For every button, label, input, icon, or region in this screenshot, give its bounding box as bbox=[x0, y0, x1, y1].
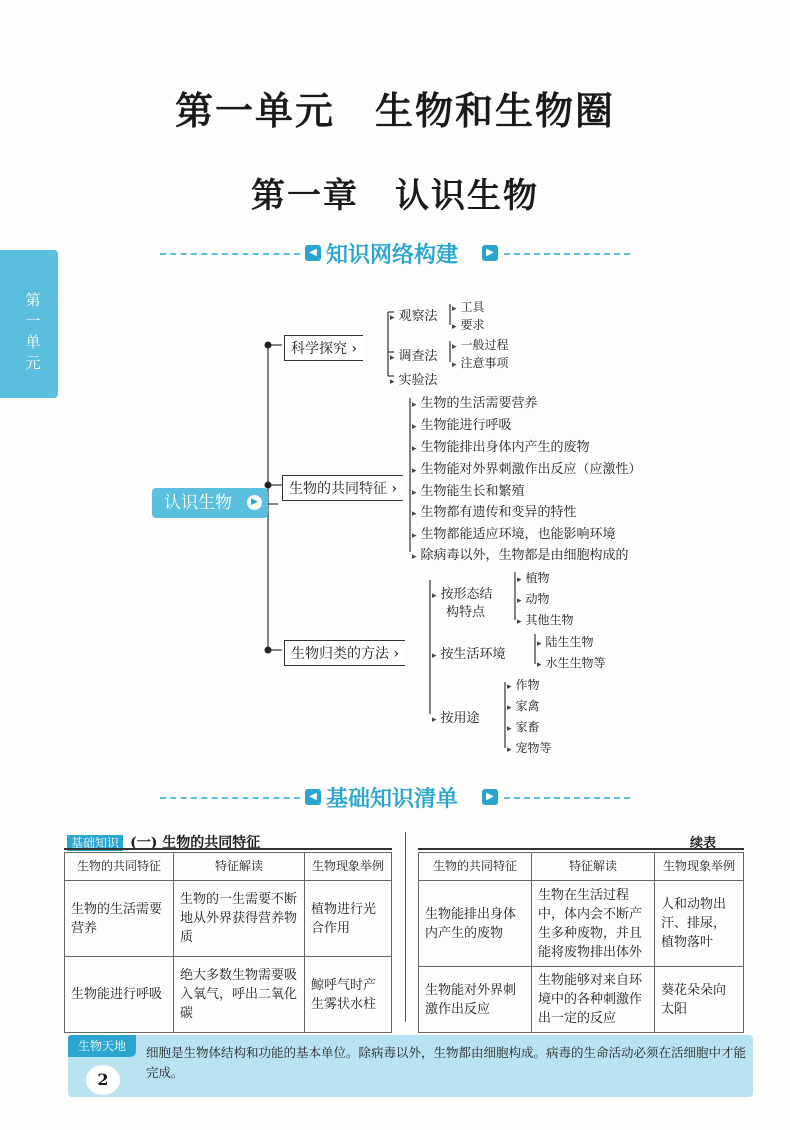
group-morphology: ▸ 按形态结 bbox=[432, 583, 493, 602]
feature-item: ▸ 生物能对外界刺激作出反应（应激性） bbox=[412, 458, 642, 477]
feature-item: ▸ 生物能进行呼吸 bbox=[412, 414, 512, 433]
group-usage: ▸ 按用途 bbox=[432, 707, 480, 726]
right-arrow-icon: ▶ bbox=[482, 245, 498, 261]
right-arrow-icon: ▶ bbox=[482, 789, 498, 805]
play-icon: ▶ bbox=[247, 495, 262, 510]
table-header: 特征解读 bbox=[532, 853, 655, 881]
feature-item: ▸ 除病毒以外，生物都是由细胞构成的 bbox=[412, 544, 629, 563]
sub-plants: ▸ 植物 bbox=[517, 569, 550, 586]
sub-notes: ▸ 注意事项 bbox=[452, 354, 509, 371]
table-cell: 生物能排出身体内产生的废物 bbox=[419, 881, 532, 967]
table-cell: 人和动物出汗、排尿，植物落叶 bbox=[655, 881, 744, 967]
table-header: 生物现象举例 bbox=[655, 853, 744, 881]
table-cell: 生物能对外界刺激作出反应 bbox=[419, 967, 532, 1033]
table-header: 特征解读 bbox=[174, 853, 305, 881]
table-header: 生物的共同特征 bbox=[419, 853, 532, 881]
table-cell: 植物进行光合作用 bbox=[305, 881, 392, 957]
mindmap-root-label: 认识生物 bbox=[164, 493, 232, 513]
feature-item: ▸ 生物都能适应环境，也能影响环境 bbox=[412, 523, 616, 542]
branch-label: 科学探究 bbox=[291, 341, 347, 357]
table-cell: 生物能进行呼吸 bbox=[65, 957, 174, 1033]
method-survey: ▸ 调查法 bbox=[390, 345, 438, 364]
table-left-title: (一) 生物的共同特征 bbox=[130, 835, 261, 851]
footer-bio-world bbox=[68, 1035, 753, 1097]
sub-land: ▸ 陆生生物 bbox=[537, 633, 594, 650]
table-header: 生物的共同特征 bbox=[65, 853, 174, 881]
method-experiment: ▸ 实验法 bbox=[390, 369, 438, 388]
sub-general-process: ▸ 一般过程 bbox=[452, 336, 509, 353]
sub-animals: ▸ 动物 bbox=[517, 590, 550, 607]
table-cell: 葵花朵朵向太阳 bbox=[655, 967, 744, 1033]
sub-pets: ▸ 宠物等 bbox=[507, 739, 552, 756]
footer-text: 细胞是生物体结构和功能的基本单位。除病毒以外，生物都由细胞构成。病毒的生命活动必须在活细胞中才能完成。 bbox=[146, 1045, 747, 1080]
section-title: 基础知识清单 bbox=[326, 787, 459, 812]
sub-livestock: ▸ 家畜 bbox=[507, 718, 540, 735]
table-cell: 鲸呼气时产生雾状水柱 bbox=[305, 957, 392, 1033]
unit-title: 第一单元 生物和生物圈 bbox=[174, 88, 615, 133]
sub-requirements: ▸ 要求 bbox=[452, 316, 485, 333]
group-morphology-line2: 构特点 bbox=[446, 605, 486, 620]
unit-side-tab-label: 第一单元 bbox=[25, 291, 41, 372]
branch-label: 生物归类的方法 bbox=[291, 646, 389, 662]
sub-tools: ▸ 工具 bbox=[452, 298, 485, 315]
sub-water: ▸ 水生生物等 bbox=[537, 654, 606, 671]
section-header-basic-knowledge bbox=[160, 782, 630, 812]
feature-item: ▸ 生物都有遗传和变异的特性 bbox=[412, 501, 577, 520]
group-habitat: ▸ 按生活环境 bbox=[432, 643, 506, 662]
table-cell: 生物在生活过程中，体内会不断产生多种废物，并且能将废物排出体外 bbox=[532, 881, 655, 967]
table-left bbox=[64, 852, 392, 1033]
table-cell: 生物能够对来自环境中的各种刺激作出一定的反应 bbox=[532, 967, 655, 1033]
sub-poultry: ▸ 家禽 bbox=[507, 697, 540, 714]
section-header-knowledge-network bbox=[160, 238, 630, 268]
sub-other: ▸ 其他生物 bbox=[517, 611, 574, 628]
branch-science-inquiry: 科学探究 › bbox=[284, 335, 363, 361]
left-arrow-icon: ◀ bbox=[305, 789, 321, 805]
section-title: 知识网络构建 bbox=[326, 243, 459, 268]
chapter-title: 第一章 认识生物 bbox=[251, 176, 539, 216]
table-header: 生物现象举例 bbox=[305, 853, 392, 881]
footer-label: 生物天地 bbox=[68, 1035, 136, 1057]
basic-knowledge-tag: 基础知识 bbox=[67, 835, 123, 851]
branch-label: 生物的共同特征 bbox=[289, 481, 387, 497]
table-cell: 生物的一生需要不断地从外界获得营养物质 bbox=[174, 881, 305, 957]
feature-item: ▸ 生物能排出身体内产生的废物 bbox=[412, 436, 590, 455]
table-cell: 绝大多数生物需要吸入氧气，呼出二氧化碳 bbox=[174, 957, 305, 1033]
mindmap-root bbox=[152, 488, 268, 518]
table-cell: 生物的生活需要营养 bbox=[65, 881, 174, 957]
page-number: 2 bbox=[86, 1065, 120, 1095]
table-right-caption: 续表 bbox=[690, 836, 717, 851]
branch-classification-methods: 生物归类的方法 › bbox=[284, 640, 405, 666]
feature-item: ▸ 生物能生长和繁殖 bbox=[412, 480, 525, 499]
sub-crops: ▸ 作物 bbox=[507, 676, 540, 693]
feature-item: ▸ 生物的生活需要营养 bbox=[412, 392, 538, 411]
table-right bbox=[418, 852, 744, 1033]
branch-common-features: 生物的共同特征 › bbox=[282, 475, 403, 501]
left-arrow-icon: ◀ bbox=[305, 245, 321, 261]
method-observe: ▸ 观察法 bbox=[390, 305, 438, 324]
